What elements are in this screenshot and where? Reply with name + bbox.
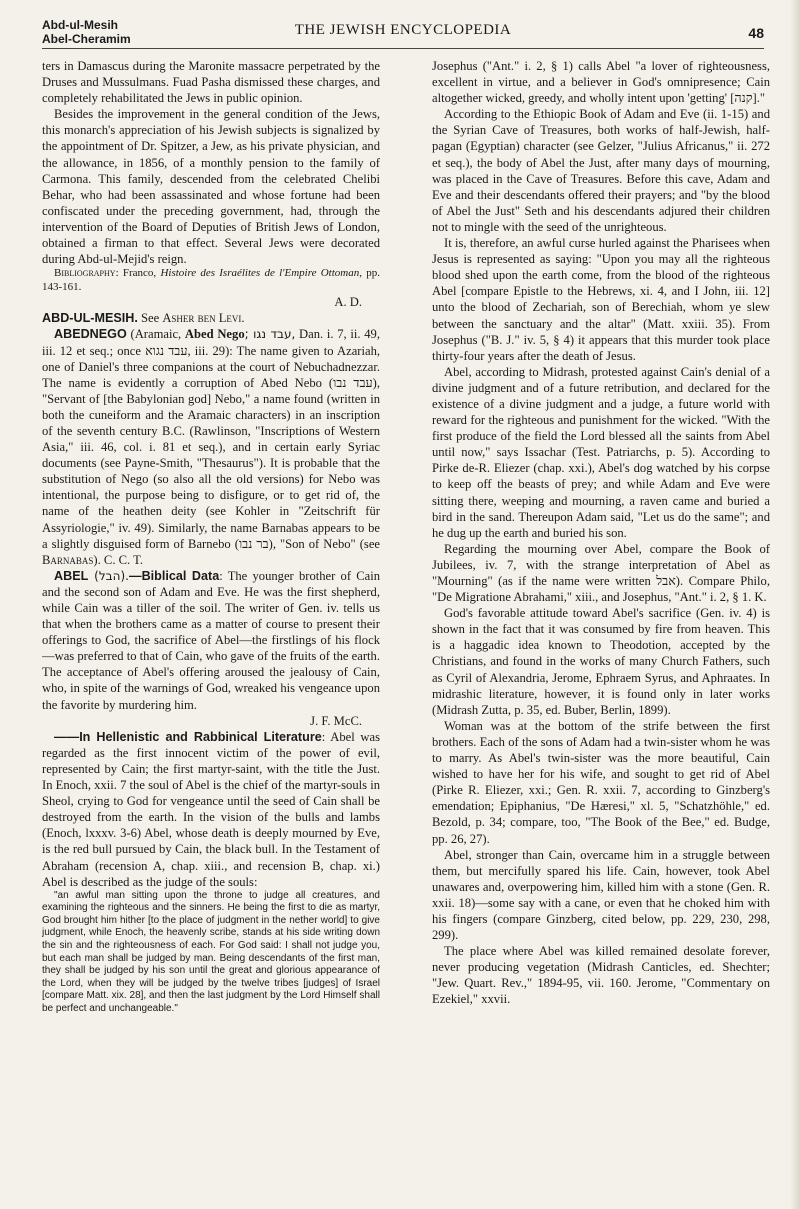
entry-abel [42, 568, 380, 713]
hebrew-text: ; עבד נגו, [244, 327, 296, 342]
paragraph: God's favorable attitude toward Abel's sacrifice (Gen. iv. 4) is shown in the fact that it was consumed by fire from heaven. This is a haggadic idea known to Theodotion, accepted by the Christians, and found in the works of many Church Fathers, such as Cyril of Alexandria, Jerome, Ephraem Syrus, and Aphraates. In midrashic literature, however, it is found only in later works (Midrash Zutta, p. 35, ed. Buber, Berlin, 1899). [432, 606, 770, 717]
paragraph: Woman was at the bottom of the strife between the first brothers. Each of the sons of Adam had a twin-sister whom he was to marry. As Abel's twin-sister was the more beautiful, Cain wished to have her for his wife, and sought to get rid of Abel (Pirke R. Eliezer, xxi.; Gen. R. xxii. 7, according to Ginzberg's emendation; Epiphanius, "De Hæresi," xl. 5, "Schatzhöhle," ed. Bezold, p. 34; compare, too, "The Book of the Bee," ed. Budge, pp. 26, 27). [432, 718, 770, 846]
entry-abd-ul-mesih [42, 310, 380, 326]
running-head-first: Abd-ul-Mesih [42, 18, 118, 32]
entry-heading: ABEL [54, 568, 89, 583]
paragraph: Josephus ("Ant." i. 2, § 1) calls Abel "a lover of righteousness, excellent in virtue, and a believer in God's omnipresence; Cain altogether wicked, greedy, and wholly intent upon 'getting' [קנה]." [432, 59, 770, 106]
entry-subheading: Abed Nego [184, 327, 245, 342]
bibliography [42, 267, 380, 294]
entry-text: : The younger brother of Cain and the second son of Adam and Eve. He was the first shepherd, while Cain was a tiller of the soil. The writer of Gen. iv. tells us that when the brothers came as a matter of course to present their offerings to God, the sacrifice of Abel—the firstlings of his flock—was preferred to that of Cain, who gave of the fruits of the earth. The acceptance of Abel's offering aroused the jealousy of Cain, who, in spite of the warnings of God, wreaked his vengeance upon the favorite by murdering him. [42, 568, 380, 712]
paragraph: The place where Abel was killed remained desolate forever, never producing vegetation (Midrash Canticles, ed. Shechter; "Jew. Quart. Rev.," 1894-95, vii. 160. Jerome, "Commentary on Ezekiel," xxvii. [432, 944, 770, 1007]
bibliography-label: Bibliography [54, 267, 116, 280]
paragraph: Abel, stronger than Cain, overcame him in a struggle between them, but mercifully spared his life. Cain, however, took Abel unawares and, overpowering him, killed him with a stone (Gen. R. xxii. 18)—some say with a cane, or even that he choked him with his fingers (compare Ginzberg, cited below, pp. 229, 230, 298, 299). [432, 847, 770, 943]
entry-text: . [241, 311, 245, 326]
section-text: : Abel was regarded as the first innocent victim of the power of evil, represented by Cain; the first martyr-saint, with the title the Just. In Enoch, xxii. 7 the soul of Abel is the chief of the martyr-souls in Sheol, crying to God for vengeance until the seed of Cain shall be destroyed from the earth. In the vision of the bulls and lambs (Enoch, lxxxv. 3-6) Abel, whose death is deeply mourned by Eve, is the red bull pursued by Cain, the black bull. In the Testament of Abraham (recension A, chap. xiii., and recension B, chap. xi.) Abel is described as the judge of the souls: [42, 729, 380, 889]
running-head-last: Abel-Cheramim [42, 32, 131, 46]
bibliography-title: Histoire des Israélites de l'Empire Ottoman [160, 267, 360, 280]
bibliography-text: : Franco, [115, 267, 161, 280]
paragraph: Abel, according to Midrash, protested against Cain's denial of a divine judgment and of a future retribution, and declared for the existence of a divine judgment and a judge, a future world with reward for the righteous and punishment for the wicked. "With the first produce of the field the Lord blessed all the saints from Abel until now," says Issachar (Test. Patriarchs, p. 5). According to Pirke de-R. Eliezer (chap. xxi.), Abel's dog watched by his corpse to keep off the beasts of prey; and while Adam and Eve were sitting there, weeping and mourning, a raven came and buried a bird in the sand. Thereupon Adam said, "Let us do the same"; and he dug up the earth and buried his son. [432, 364, 770, 540]
page-number: 48 [748, 25, 764, 41]
hebrew-text: (הבל). [88, 568, 129, 583]
entry-text: See [137, 311, 163, 326]
section-heading: ——In Hellenistic and Rabbinical Literature [54, 729, 322, 744]
encyclopedia-title: THE JEWISH ENCYCLOPEDIA [294, 22, 512, 38]
paragraph: Regarding the mourning over Abel, compare the Book of Jubilees, iv. 7, with the strange interpretation of Abel as "Mourning" (as if the name were written אבל). Compare Philo, "De Migratione Abrahami," xiii., and Josephus, "Ant." i. 2, § 1. K. [432, 541, 770, 605]
paragraph: ters in Damascus during the Maronite massacre perpetrated by the Druses and Mussulmans. Fuad Pasha dismissed these charges, and completely rehabilitated the Jews in public opinion. [42, 59, 380, 106]
right-column [432, 58, 770, 1193]
page-edge-shadow [790, 0, 800, 1209]
author-signature: J. F. McC. [310, 713, 362, 728]
paragraph: It is, therefore, an awful curse hurled against the Pharisees when Jesus is represented as saying: "Upon you may all the righteous blood shed upon the earth come, from the blood of the righteous Abel [compare Epistle to the Hebrews, xi. 4, and I John, iii. 12] unto the blood of Zechariah, son of Berechiah, whom ye slew between the sanctuary and the altar" (Matt. xxiii. 35). From Josephus ("B. J." iv. 5, § 4) it appears that this murder took place thirty-four years after the death of Jesus. [432, 236, 770, 363]
entry-text: Dan. i. 7, ii. 49, iii. 12 et seq.; once עבד נגוא, iii. 29): The name given to Azariah, one of Daniel's three companions at the court of Nebuchadnezzar. The name is evidently a corruption of Abed Nebo (עבד נבו), "Servant of [the Babylonian god] Nebo," a name found (written in both the cuneiform and the Aramaic characters) in an inscription of the seventh century B.C. (Rawlinson, "Inscriptions of Western Asia," iii. 46, col. i. 81 et seq.), and in certain early Syriac documents (see Payne-Smith, "Thesaurus"). It is probable that the substitution of Nego (so also all the old versions) for Nebo was intentional, the purpose being to disfigure, or to get rid of, the name of the heathen deity (see Kohler in "Zeitschrift für Assyriologie," iv. 49). Similarly, the name Barnabas appears to be a slightly disguised form of Barnebo (בר נבו), "Son of Nebo" (see [42, 327, 380, 551]
bibliography-pages: , pp. 143-161. [42, 267, 380, 293]
entry-heading: ABD-UL-MESIH. [42, 311, 138, 326]
entry-heading: ABEDNEGO [54, 327, 127, 342]
block-quote: "an awful man sitting upon the throne to judge all creatures, and examining the righteous and the sinners. He being the first to die as martyr, God brought him hither [to the place of judgment in the nether world] to give judgment, while Enoch, the heavenly scribe, stands at his side writing down the sin and the righteousness of each. For God said: I shall not judge you, but each man shall be judged by man. Being descendants of the first man, they shall be judged by his son until the great and glorious appearance of the Lord, when they will be judged by the twelve tribes [judges] of Israel [compare Matt. xix. 28], and then the last judgment by the Lord Himself shall be perfect and unchangeable." [42, 889, 380, 1015]
section-hellenistic [42, 729, 380, 890]
author-signature: A. D. [334, 295, 362, 310]
left-column [42, 58, 380, 1193]
entry-abednego [42, 326, 380, 567]
cross-reference-link[interactable]: Barnabas [42, 552, 94, 567]
entry-text: ). C. C. T. [93, 552, 143, 567]
entry-text: (Aramaic, [126, 327, 185, 342]
entry-subheading: —Biblical Data [128, 568, 220, 583]
paragraph: According to the Ethiopic Book of Adam and Eve (ii. 1-15) and the Syrian Cave of Treasures, both works of half-Jewish, half-pagan (Egyptian) character (see Gelzer, "Julius Africanus," ii. 272 et seq.), the body of Abel the Just, after many days of mourning, was placed in the Cave of Treasures. Before this cave, Adam and Eve and their descendants offered their prayers; and "by the blood of Abel the Just" Seth and his descendants adjured their children not to mingle with the seed of the unrighteous. [432, 107, 770, 234]
cross-reference-link[interactable]: Asher ben Levi [162, 311, 242, 326]
header-rule [42, 48, 764, 49]
paragraph: Besides the improvement in the general condition of the Jews, this monarch's appreciation of his Jewish subjects is signalized by the appointment of Dr. Spitzer, a Jew, as his private physician, and the allowance, in 1856, of a monthly pension to the family of Carmona. This family, descended from the celebrated Chelibi Behar, who had been assassinated and whose fortune had been confiscated under the preceding government, had, through the intervention of the Board of Deputies of British Jews of London, obtained a firman to that effect. Several Jews were decorated during Abd-ul-Mejid's reign. [42, 107, 380, 267]
